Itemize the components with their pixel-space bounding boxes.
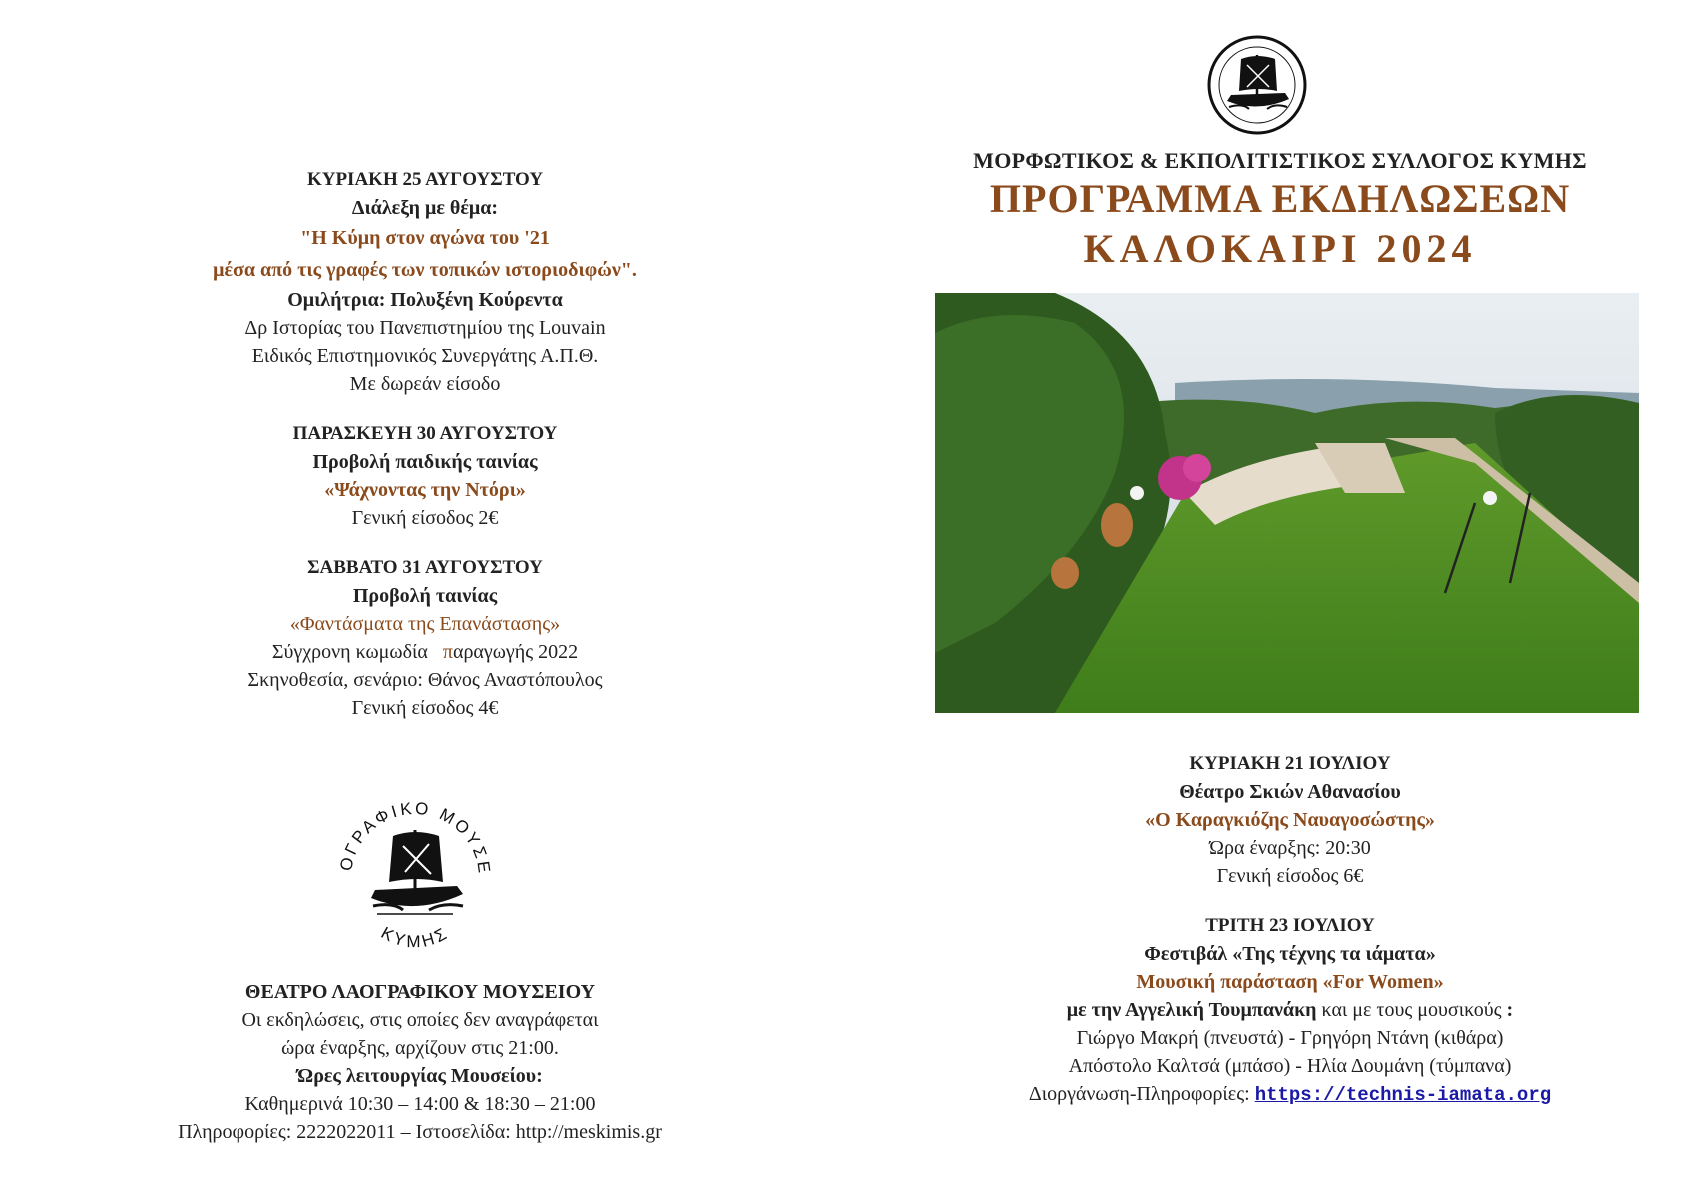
- event-date: ΚΥΡΙΑΚΗ 21 ΙΟΥΛΙΟΥ: [1189, 753, 1391, 774]
- event-festival: Φεστιβάλ «Της τέχνης τα ιάματα»: [1144, 943, 1436, 965]
- event-musicians: Γιώργο Μακρή (πνευστά) - Γρηγόρη Ντάνη (κιθάρα): [1076, 1027, 1504, 1049]
- ship-seal-icon: [1205, 33, 1309, 142]
- event-entry: Με δωρεάν είσοδο: [349, 373, 501, 395]
- event-detail: Σκηνοθεσία, σενάριο: Θάνος Αναστόπουλος: [247, 669, 603, 691]
- event-jul-23: [930, 912, 1650, 1109]
- organizer-label: Διοργάνωση-Πληροφορίες:: [1028, 1083, 1255, 1105]
- event-kind: Διάλεξη με θέμα:: [351, 197, 499, 219]
- performer-text: και με τους μουσικούς: [1316, 999, 1507, 1021]
- ship-seal-icon: [333, 790, 497, 955]
- event-speaker: Ομιλήτρια: Πολυξένη Κούρεντα: [287, 289, 563, 311]
- event-aug-31: [130, 554, 720, 722]
- event-date: ΠΑΡΑΣΚΕΥΗ 30 ΑΥΓΟΥΣΤΟΥ: [292, 423, 558, 444]
- museum-info: [140, 978, 700, 1146]
- museum-title: ΘΕΑΤΡΟ ΛΑΟΓΡΑΦΙΚΟΥ ΜΟΥΣΕΙΟΥ: [244, 981, 596, 1003]
- performer-name: με την Αγγελική Τουμπανάκη: [1066, 999, 1317, 1021]
- event-kind: Προβολή ταινίας: [352, 585, 498, 607]
- event-title: Μουσική παράσταση «For Women»: [1136, 971, 1444, 993]
- right-events: [930, 750, 1650, 1109]
- seal-text-bottom: ΚΥΜΗΣ: [377, 923, 453, 950]
- event-title: «Ο Καραγκιόζης Ναυαγοσώστης»: [1145, 809, 1435, 831]
- organizer-link[interactable]: https://technis-iamata.org: [1254, 1084, 1552, 1106]
- right-header: [930, 148, 1630, 274]
- event-detail: [130, 638, 720, 666]
- event-organizer: [930, 1080, 1650, 1109]
- left-panel: [130, 166, 720, 722]
- event-detail-part: Σύγχρονη κωμωδία: [271, 641, 443, 663]
- event-detail: Ειδικός Επιστημονικός Συνεργάτης Α.Π.Θ.: [251, 345, 599, 367]
- season-title: ΚΑΛΟΚΑΙΡΙ 2024: [1083, 226, 1477, 271]
- event-performer: [930, 996, 1650, 1024]
- museum-hours-label: Ώρες λειτουργίας Μουσείου:: [297, 1065, 543, 1087]
- organization-title: ΜΟΡΦΩΤΙΚΟΣ & ΕΚΠΟΛΙΤΙΣΤΙΚΟΣ ΣΥΛΛΟΓΟΣ ΚΥΜΗΣ: [973, 148, 1587, 173]
- seal-text-top: ΟΓΡΑΦΙΚΟ ΜΟΥΣΕ: [336, 798, 495, 877]
- event-title: «Φαντάσματα της Επανάστασης»: [289, 613, 561, 635]
- performer-colon: :: [1506, 999, 1514, 1021]
- event-detail-part: αραγωγής 2022: [452, 641, 579, 663]
- event-title-cont: μέσα από τις γραφές των τοπικών ιστοριοδιφών".: [213, 259, 637, 281]
- event-detail-part: π: [442, 641, 453, 663]
- event-time: Ώρα έναρξης: 20:30: [1209, 837, 1371, 859]
- event-date: ΚΥΡΙΑΚΗ 25 ΑΥΓΟΥΣΤΟΥ: [306, 169, 544, 190]
- program-title: ΠΡΟΓΡΑΜΜΑ ΕΚΔΗΛΩΣΕΩΝ: [989, 176, 1571, 221]
- amphitheatre-garden-photo: [935, 293, 1639, 713]
- event-title: «Ψάχνοντας την Ντόρι»: [324, 479, 526, 501]
- event-jul-21: [930, 750, 1650, 890]
- event-entry: Γενική είσοδος 6€: [1216, 865, 1364, 887]
- event-musicians: Απόστολο Καλτσά (μπάσο) - Ηλία Δουμάνη (τύμπανα): [1068, 1055, 1512, 1077]
- museum-note: Οι εκδηλώσεις, στις οποίες δεν αναγράφεται: [241, 1009, 599, 1031]
- event-entry: Γενική είσοδος 2€: [351, 507, 499, 529]
- event-aug-25: [130, 166, 720, 398]
- event-kind: Θέατρο Σκιών Αθανασίου: [1179, 781, 1401, 803]
- svg-text:ΚΥΜΗΣ: [378, 923, 452, 950]
- event-date: ΤΡΙΤΗ 23 ΙΟΥΛΙΟΥ: [1205, 915, 1375, 936]
- museum-hours: Καθημερινά 10:30 – 14:00 & 18:30 – 21:00: [244, 1093, 596, 1115]
- event-date: ΣΑΒΒΑΤΟ 31 ΑΥΓΟΥΣΤΟΥ: [307, 557, 543, 578]
- museum-contact: Πληροφορίες: 2222022011 – Ιστοσελίδα: http://meskimis.gr: [178, 1121, 662, 1143]
- museum-note: ώρα έναρξης, αρχίζουν στις 21:00.: [281, 1037, 559, 1059]
- event-title: "Η Κύμη στον αγώνα του '21: [300, 227, 550, 249]
- event-aug-30: [130, 420, 720, 532]
- event-detail: Δρ Ιστορίας του Πανεπιστημίου της Louvain: [244, 317, 606, 339]
- event-entry: Γενική είσοδος 4€: [351, 697, 499, 719]
- event-kind: Προβολή παιδικής ταινίας: [312, 451, 538, 473]
